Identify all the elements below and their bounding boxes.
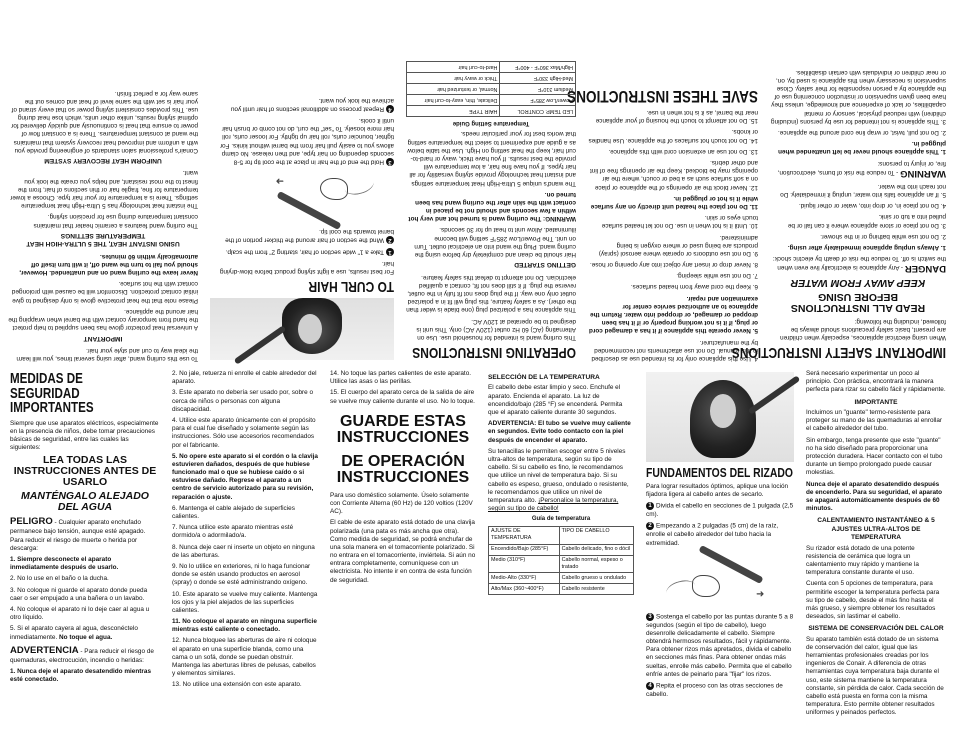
es-sistema-text: Su aparato también está dotado de un sistema de conservación del calor, igual que las herramientas profesionales creadas por los ingenieros de Conair. A diferencia de otras herramientas cuya temperatura baja durante el uso, este sistema mantiene la temperatura constante, sin pérdida de calor. Cada sección de cabello está puesta en forma con la misma temperatura. Esto permite obtener resultados uniformes y peinados perfectos. <box>806 635 944 717</box>
es-apagado-text: Nunca deje el aparato desatendido después de encenderlo. Para su seguridad, el aparato se apagará automáticamente después de 60 minutos. <box>806 480 943 513</box>
es-seleccion-p1: El cabello debe estar limpio y seco. Enchufe el aparato. Encienda el aparato. La luz de encendido/bajo (285 °F) se encenderá. Permita que el aparato caliente durante 30 segundos. <box>488 384 623 416</box>
spanish-section <box>0 366 954 732</box>
en-glove-text: A universal heat protector glove has been supplied to help protect the hand from temporary contact with the barrel when wrapping the hair around the appliance. <box>8 307 198 332</box>
en-column-4: TO CURL HAIR For best results, use a light styling product before blow-drying hair. 1Take a 1" wide section of hair, starting 2" from the scalp. 2Wind the section of hair around the thicker portion of the barrel towards the cool tip. ➜ 3Hold the end of the hair in place at the cool tip for 5-8 seconds depending on hair type, and then release. No clamp allows you to easily pull hair from the barrel without kinks. For tighter, bouncier curls, roll hair up tightly. For looser curls, roll hair more loosely. To "set" the curl, do not comb or brush hair until it cools. 4Repeat process on additional sections of hair until you achieve the look you want. <box>210 93 394 362</box>
en-temp-table-cell: Power/Low 285°F <box>500 94 576 105</box>
en-temp-table-cell: Delicate, thin, easy-to-curl hair <box>407 94 500 105</box>
es-temp-table-cell: Cabello grueso u ondulado <box>559 573 633 584</box>
en-item-8: 8. Never drop or insert any object into any opening or hose. <box>589 261 758 269</box>
es-temp-table-cell: Alto/Max (360~400°F) <box>489 584 560 595</box>
es-temp-table-cell: Medio-Alto (330°F) <box>489 573 560 584</box>
en-curl-intro: For best results, use a light styling product before blow-drying hair. <box>219 259 394 275</box>
en-danger-text: - Any appliance is electrically live even when the switch is off. To reduce the risk of death by electric shock: <box>772 255 946 272</box>
en-item-15: 15. Do not attempt to touch the housing of your appliance near the barrel, as it is hot when in use. <box>595 109 758 125</box>
es-sistema-heading: SISTEMA DE CONSERVACIÓN DEL CALOR <box>808 625 944 633</box>
en-safety-title: IMPORTANT SAFETY INSTRUCTIONS <box>731 344 946 361</box>
en-operating-p1: This curling wand is intended for household use. Use on Alternating (AC) 60 Hz outlet (120V AC) only. This unit is designed to be operated at 120V AC. <box>416 317 576 341</box>
es-rizado-step-4: Repita el proceso con las otras secciones de cabello. <box>646 682 783 698</box>
es-advertencia-item-11: 11. No coloque el aparato en ninguna superficie mientras esté caliente o conectado. <box>172 618 317 634</box>
en-glove-note: Please note that the heat protective glove is only designed to give initial contact protection. Discomfort will be caused with prolonged contact with the hot surface. <box>11 280 198 304</box>
en-temp-table-cell: Normal, or texturized hair <box>407 83 500 94</box>
es-advertencia-item-4: 4. Utilice este aparato únicamente con el propósito para el cual fue diseñado y solamente según las instrucciones. Sólo use accesorios recomendados por el fabricante. <box>172 416 316 449</box>
es-advertencia-item-10: 10. Este aparato se vuelve muy caliente. Mantenga los ojos y la piel alejados de las superficies calientes. <box>172 590 318 614</box>
en-temp-table-title: Temperature Setting Guide <box>452 120 530 127</box>
es-guante-text: Incluimos un "guante" termo-resistente para proteger su mano de las quemaduras al enrollar el cabello alrededor del tubo. <box>806 409 943 433</box>
en-curl-step-1: Take a 1" wide section of hair, starting 2" from the scalp. <box>225 247 384 255</box>
en-danger-item-4: 4. Do not place in, or drop into, water or other liquid. <box>798 202 946 210</box>
es-seleccion-p2-emph: ¡Personalice la temperatura, según su tipo de cabello! <box>488 496 619 513</box>
es-seleccion-p2: Su tenacillas le permiten escoger entre 5 niveles ultra-altos de temperatura, según su tipo de cabello. Si su cabello es fino, le recomendamos que utilice un nivel de temperatura bajo. Si su cabello es espeso, grueso, ondulado o resistente, le recomendamos que utilice un nivel de temperatura alto. <box>488 447 629 504</box>
es-advertencia-item-5: 5. No opere este aparato si el cordón o la clavija estuvieren dañados, después de que hubiese funcionado mal o que se hubiese caído o si estuviese dañado. Regrese el aparato a un centro de servicio autorizado para su revisión, reparación o ajuste. <box>172 452 318 501</box>
es-temp-table-cell: Cabello delicado, fino o dócil <box>559 544 633 555</box>
es-temp-table-head-1: AJUSTE DE TEMPERATURA <box>489 526 560 544</box>
es-operacion-p2: El cable de este aparato está dotado de una clavija polarizada (una pata es más ancha que otra). Como medida de seguridad, se podrá enchufar de una sola manera en el tomacorriente polarizado. Si no entrara en el tomacorriente, inviértela. Si aún no entrara completamente, comuníquese con un electricista. No intente ir en contra de esta función de seguridad. <box>330 519 476 584</box>
es-rizado-diagram: ➜ <box>646 551 794 609</box>
en-column-2 <box>567 84 758 362</box>
en-item-14: 14. Do not touch hot surfaces of the appliance. Use handles or knobs. <box>588 128 758 144</box>
es-peligro-item-1: 1. Siempre desconecte el aparato inmediatamente después de usarlo. <box>10 556 119 572</box>
es-keep-heading: MANTÉNGALO ALEJADO DEL AGUA <box>21 490 149 514</box>
en-danger-item-3: 3. Do not place or store appliance where it can fall or be pulled into a tub or sink. <box>787 213 946 229</box>
en-curl-step-3: Hold the end of the hair in place at the cool tip for 5-8 seconds depending on hair type, and then release. No clamp allows you to easily pull hair from the barrel without kinks. For tighter, bouncier curls, roll hair up tightly. For looser curls, roll hair more loosely. To "set" the curl, do not comb or brush hair until it cools. <box>219 117 394 165</box>
en-danger-item-2: 2. Do not use while bathing or in the shower. <box>820 232 946 240</box>
es-importante-heading: IMPORTANTE <box>854 398 898 406</box>
en-instant-heat-heading: USING INSTANT HEAT, THE 5 ULTRA-HIGH HEAT TEMPERATURE SETTINGS <box>26 232 180 248</box>
es-peligro-item-5-emph: No toque el agua. <box>59 633 113 641</box>
es-temp-table-cell: Cabello normal, espeso o tratado <box>559 555 633 573</box>
en-warning-keyword: WARNING <box>900 167 946 179</box>
es-column-2 <box>172 370 318 693</box>
es-temp-table-title: Guía de temperatura <box>531 516 591 523</box>
es-rizado-step-2: Empezando a 2 pulgadas (5 cm) de la raíz, enrolle el cabello alrededor del tubo hacia la extremidad. <box>646 523 779 547</box>
es-temp-table-cell: Medio (310°F) <box>489 555 560 573</box>
es-peligro-item-5: 5. Si el aparato cayera al agua, desconéctelo inmediatamente. <box>10 625 138 641</box>
es-temp-table <box>488 526 634 595</box>
en-item-6: 6. Keep the cord away from heated surfaces. <box>630 283 758 291</box>
es-model-photo <box>646 372 794 462</box>
en-getting-started-p2: The wand's unique 5 Ultra-High Heat temperature settings and instant heat technology provide styling versatility for all hair types. If you have fine hair, a low temperature will provide the best results. If you have thick, wavy or hard-to-curl hair, keep the heat setting on High. Use the table below as a guide and experiment to select the temperature setting that works best for your particular needs. <box>407 130 576 187</box>
en-operating-p2: This appliance has a polarized plug (one blade is wider than the other). As a safety feature, this plug will fit in a polarized outlet only one way. If the plug does not fit fully in the outlet, reverse the plug. If it still does not fit, contact a qualified electrician. Do not attempt to defeat this safety feature. <box>406 273 576 314</box>
en-temp-table-cell: Medium 310°F <box>500 83 576 94</box>
es-peligro-keyword: PELIGRO <box>10 516 53 528</box>
es-calentamiento-heading: CALENTAMIENTO INSTANTÁNEO & 5 AJUSTES ULTRA-ALTOS DE TEMPERATURA <box>817 517 935 542</box>
en-save-heading: SAVE THESE INSTRUCTIONS <box>567 86 758 106</box>
en-item-10: 10. Until it is hot when in use. Do not let heated surface touch eyes or skin. <box>601 214 758 230</box>
es-peligro-item-2: 2. No lo use en el baño o la ducha. <box>10 575 109 583</box>
es-practica-text: Será necesario experimentar un poco al principio. Con práctica, encontrará la manera perfecta para rizar su cabello fácil y rápidamente. <box>806 370 946 394</box>
es-seleccion-heading: SELECCIÓN DE LA TEMPERATURA <box>488 374 600 381</box>
en-auto-off-text: Never leave the curling wand on and unattended. However, should you fail to turn the wand off, it will turn itself off automatically within 60 minutes. <box>19 252 198 277</box>
es-advertencia-item-9: 9. No lo utilice en exteriores, ni lo haga funcionar donde se estén usando productos en aerosol (spray) o donde se esté administrando oxígeno. <box>172 562 311 587</box>
en-item-4: 4. Use this appliance only for its intended use as described in this manual. Do not use attachments not recommended by the manufacturer. <box>591 338 758 362</box>
es-column-3 <box>330 370 476 588</box>
es-advertencia-item-8: 8. Nunca deje caer ni inserte un objeto en ninguna de las aberturas. <box>172 543 315 559</box>
es-rizado-intro: Para lograr resultados óptimos, aplique una loción fijadora ligera al cabello antes de secarlo. <box>646 483 789 499</box>
es-guarde-heading: GUARDE ESTAS INSTRUCCIONES <box>336 412 470 446</box>
en-getting-started-warning: WARNING: The curling wand is turned hot and very hot within a few seconds and should not be placed in contact with the skin after the curling wand has been turned on. <box>408 190 576 223</box>
en-getting-started-p1: Hair should be clean and completely dry before using the curling wand. Plug the wand into an electrical outlet. Turn on unit. The Power/Low 285°F setting will become illuminated. Allow unit to heat up for 30 seconds. <box>414 226 576 259</box>
en-uniform-heat-heading: UNIFORM HEAT RECOVERY SYSTEM <box>44 157 162 165</box>
es-column-1 <box>10 370 160 687</box>
es-rizado-step-1: Divida el cabello en secciones de 1 pulgada (2,5 cm). <box>646 503 794 519</box>
es-peligro-item-3: 3. No coloque ni guarde el aparato donde pueda caer o ser empujado a una bañera o un lavabo. <box>10 586 148 602</box>
es-seleccion-advertencia: ADVERTENCIA: El tubo se vuelve muy caliente en segundos. Evite todo contacto con la piel después de encender el aparato. <box>488 420 631 444</box>
en-operating-title: OPERATING INSTRUCTIONS <box>412 344 576 361</box>
en-practice-text: To use this curling wand, after using several times, you will learn the ideal way to curl and style your hair. <box>16 346 198 362</box>
en-column-5 <box>8 85 198 362</box>
en-safety-intro: When using electrical appliances, especially when children are present, basic safety precautions should always be followed, including the following: <box>780 317 946 341</box>
es-peligro-item-4: 4. No coloque el aparato ni lo deje caer al agua u otro líquido. <box>10 605 150 622</box>
es-column-6 <box>806 370 946 721</box>
es-advertencia-item-12: 12. Nunca bloquee las aberturas de aire ni coloque el aparato en una superficie blanda, como una cama o un sofá, donde se puedan obstruir. Mantenga las aberturas libres de pelusas, cabellos y elementos similares. <box>172 637 317 678</box>
en-temp-table-cell: Hard-to-curl hair <box>407 62 500 73</box>
en-curl-title: TO CURL HAIR <box>308 278 394 295</box>
es-safety-intro: Siempre que use aparatos eléctricos, especialmente en la presencia de niños, debe tomar precauciones básicas de seguridad, entre las cuales las siguientes: <box>10 419 159 452</box>
es-rizado-title: FUNDAMENTOS DEL RIZADO <box>646 465 793 480</box>
es-column-4 <box>488 370 634 597</box>
es-read-heading: LEA TODAS LAS INSTRUCCIONES ANTES DE USARLO <box>13 454 157 489</box>
en-curl-step-2: Wind the section of hair around the thicker portion of the barrel towards the cool tip. <box>225 227 394 244</box>
es-guante-nota: Sin embargo, tenga presente que este "guante" no ha sido diseñado para proporcionar una protección duradera. Hacer contacto con el tubo durante un tiempo prolongado puede causar molestias. <box>806 436 943 477</box>
es-temp-table-cell: Cabello resistente <box>559 584 633 595</box>
en-item-9: 9. Do not use outdoors or operate where aerosol (spray) products are being used or where oxygen is being administered. <box>598 233 758 257</box>
en-model-photo <box>210 298 394 360</box>
en-instant-heat-p1: The curling wand features a ceramic heater that maintains constant temperature during use for precision styling. <box>33 213 198 229</box>
en-temp-table-cell: Med-High 330°F <box>500 72 576 83</box>
en-temp-table-cell: Thick or wavy hair <box>407 72 500 83</box>
en-temp-table <box>406 61 576 117</box>
en-temp-table-head-1: LED TEMP. CONTROL <box>500 105 576 116</box>
es-peligro-text: - Cualquier aparato enchufado permanece bajo tensión, aunque esté apagado. Para reducir el riesgo de muerte o herida por descarga: <box>10 519 146 552</box>
es-advertencia-item-2: 2. No jale, retuerza ni enrolle el cable alrededor del aparato. <box>172 370 317 386</box>
es-advertencia-keyword: ADVERTENCIA <box>10 644 79 656</box>
es-operacion-title: DE OPERACIÓN INSTRUCCIONES <box>336 452 470 486</box>
es-advertencia-item-7: 7. Nunca utilice este aparato mientras esté dormido/a o adormilado/a. <box>172 524 294 540</box>
en-danger-item-5: 5. If an appliance falls into water, unplug it immediately. Do not reach into the water. <box>780 182 946 199</box>
en-item-12: 12. Never block the air openings of the appliance or place on a soft surface such as a bed or couch, where the air openings may be blocked. Keep the air openings free of lint and other debris. <box>589 159 758 191</box>
en-temp-table-cell: High/Max 360°F - 400°F <box>500 62 576 73</box>
en-keep-heading: KEEP AWAY FROM WATER <box>790 277 926 290</box>
es-advertencia-item-3: 3. Este aparato no debería ser usado por, sobre o cerca de niños o personas con alguna discapacidad. <box>172 389 314 413</box>
en-curl-step-4: Repeat process on additional sections of hair until you achieve the look you want. <box>230 97 394 113</box>
en-getting-started-heading: GETTING STARTED <box>514 261 576 269</box>
en-curl-diagram: ➜ <box>210 170 394 224</box>
en-warning-item-2: 2. Do not pull, twist, or wrap line cord around the appliance. <box>777 129 946 137</box>
en-instant-heat-p2: The instant heat technology has 5 Ultra-High heat temperature settings. There is a temperature for your hair type. Choose a lower temperature for fine, fragile hair or thin sections of hair, from the finest to the most resistant, and helps you create the look you want. <box>10 169 198 210</box>
es-advertencia-item-1: 1. Nunca deje el aparato desatendido mientras esté conectado. <box>10 668 151 684</box>
en-item-11: 11. Do not place the heated unit directly on any surface while it is hot or plugged in. <box>590 194 758 210</box>
es-column-5: FUNDAMENTOS DEL RIZADO Para lograr resultados óptimos, aplique una loción fijadora ligera al cabello antes de secarlo. 1 Divida el cabello en secciones de 1 pulgada (2,5 cm). 2 Empezando a 2 pulgadas (5 cm) de la raíz, enrolle el cabello alrededor del tubo hacia la extremidad. ➜ 3 Sostenga el cabello por las puntas durante 5 a 8 segundos (según el tipo de cabello), luego desenrolle delicadamente el cabello. Siempre obtendrá hermosos resultados, fácil y rápidamente. Para obtener rizos más apretados, divida el cabello en secciones más finas. Para obtener ondas más sueltas, enrolle más cabello. Permita que el cabello enfríe antes de peinarlo para "fijar" los rizos. 4 Repita el proceso con las otras secciones de cabello. <box>646 370 794 702</box>
en-column-3 <box>406 59 576 362</box>
es-calentamiento-p1: Su rizador está dotado de una potente resistencia de cerámica que logra un calentamiento muy rápido y mantiene la temperatura constante durante el uso. <box>806 544 919 577</box>
en-read-heading: READ ALL INSTRUCTIONS BEFORE USING <box>790 291 926 315</box>
es-calentamiento-p2: Cuenta con 5 opciones de temperatura, para permitirle escoger la temperatura perfecta para su tipo de cabello, desde el más fino hasta el más grueso, y siempre obtener los resultados deseados, sin lastimar el cabello. <box>806 580 940 621</box>
en-danger-item-1: 1. Always unplug appliance immediately after using. <box>787 244 946 252</box>
es-advertencia-item-13: 13. No utilice una extensión con este aparato. <box>172 681 302 689</box>
en-item-7: 7. Do not use while sleeping. <box>676 272 758 280</box>
es-temp-table-head-2: TIPO DE CABELLO <box>559 526 633 544</box>
es-safety-title: MEDIDAS DE SEGURIDAD IMPORTANTES <box>10 371 94 416</box>
es-rizado-step-3: Sostenga el cabello por las puntas durante 5 a 8 segundos (según el tipo de cabello), luego desenrolle delicadamente el cabello. Siempre obtendrá hermosos resultados, fácil y rápidamente. Para obtener rizos más apretados, divida el cabello en secciones más finas. Para obtener ondas más sueltas, enrolle más cabello. Permita que el cabello enfríe antes de peinarlo para "fijar" los rizos. <box>646 613 794 678</box>
en-item-5: 5. Never operate this appliance if it has a damaged cord or plug, if it is not working properly or if it has been dropped or damaged, or dropped into water. Return the appliance to an authorized service center for examination and repair. <box>588 294 758 335</box>
en-danger-keyword: DANGER <box>904 263 946 275</box>
en-item-13: 13. Do not use an extension cord with this appliance. <box>608 147 758 155</box>
en-warning-text: - To reduce the risk of burns, electrocution, fire, or injury to persons: <box>777 159 946 176</box>
es-operacion-p1: Para uso doméstico solamente. Úselo solamente con Corriente Alterna (60 Hz) de 120 voltios (120V AC). <box>330 491 473 516</box>
en-column-1 <box>731 65 946 362</box>
es-advertencia-text: - Para reducir el riesgo de quemaduras, electrocución, incendio o heridas: <box>10 647 154 664</box>
en-warning-item-1: 1. This appliance should never be left unattended when plugged in. <box>778 140 946 156</box>
en-temp-table-head-2: HAIR TYPE <box>407 105 500 116</box>
es-advertencia-item-6: 6. Mantenga el cable alejado de superficies calientes. <box>172 504 295 520</box>
en-important-heading: IMPORTANT <box>83 334 123 342</box>
es-advertencia-item-14: 14. No toque las partes calientes de este aparato. Utilice las asas o las perillas. <box>330 370 472 386</box>
es-temp-table-cell: Encendido/Bajo (285°F) <box>489 544 560 555</box>
en-uniform-heat-text: Conair's professional salon standards of engineering provide you with a uniform and improved heat recovery system that maintains the wand at constant temperatures. There is a constant flow of power to ensure that heat is continuously and quickly delivered for optimal styling results, unlike other units, which lose heat during use. This provides consistent styling power so that every strand of your hair is set with the same level of heat and comes out the same way for a perfect finish. <box>11 89 198 154</box>
es-advertencia-item-15: 15. El cuerpo del aparato cerca de la salida de aire se vuelve muy caliente durante el uso. No lo toque. <box>330 389 475 405</box>
en-warning-item-3: 3. This appliance is not intended for use by persons (including children) with reduced physical, sensory or mental capabilities, or lack of experience and knowledge, unless they have been given supervision or instruction concerning use of the appliance by a person responsible for their safety. Close supervision is necessary when this appliance is used by, on, or near children or individuals with certain disabilities. <box>770 68 946 125</box>
